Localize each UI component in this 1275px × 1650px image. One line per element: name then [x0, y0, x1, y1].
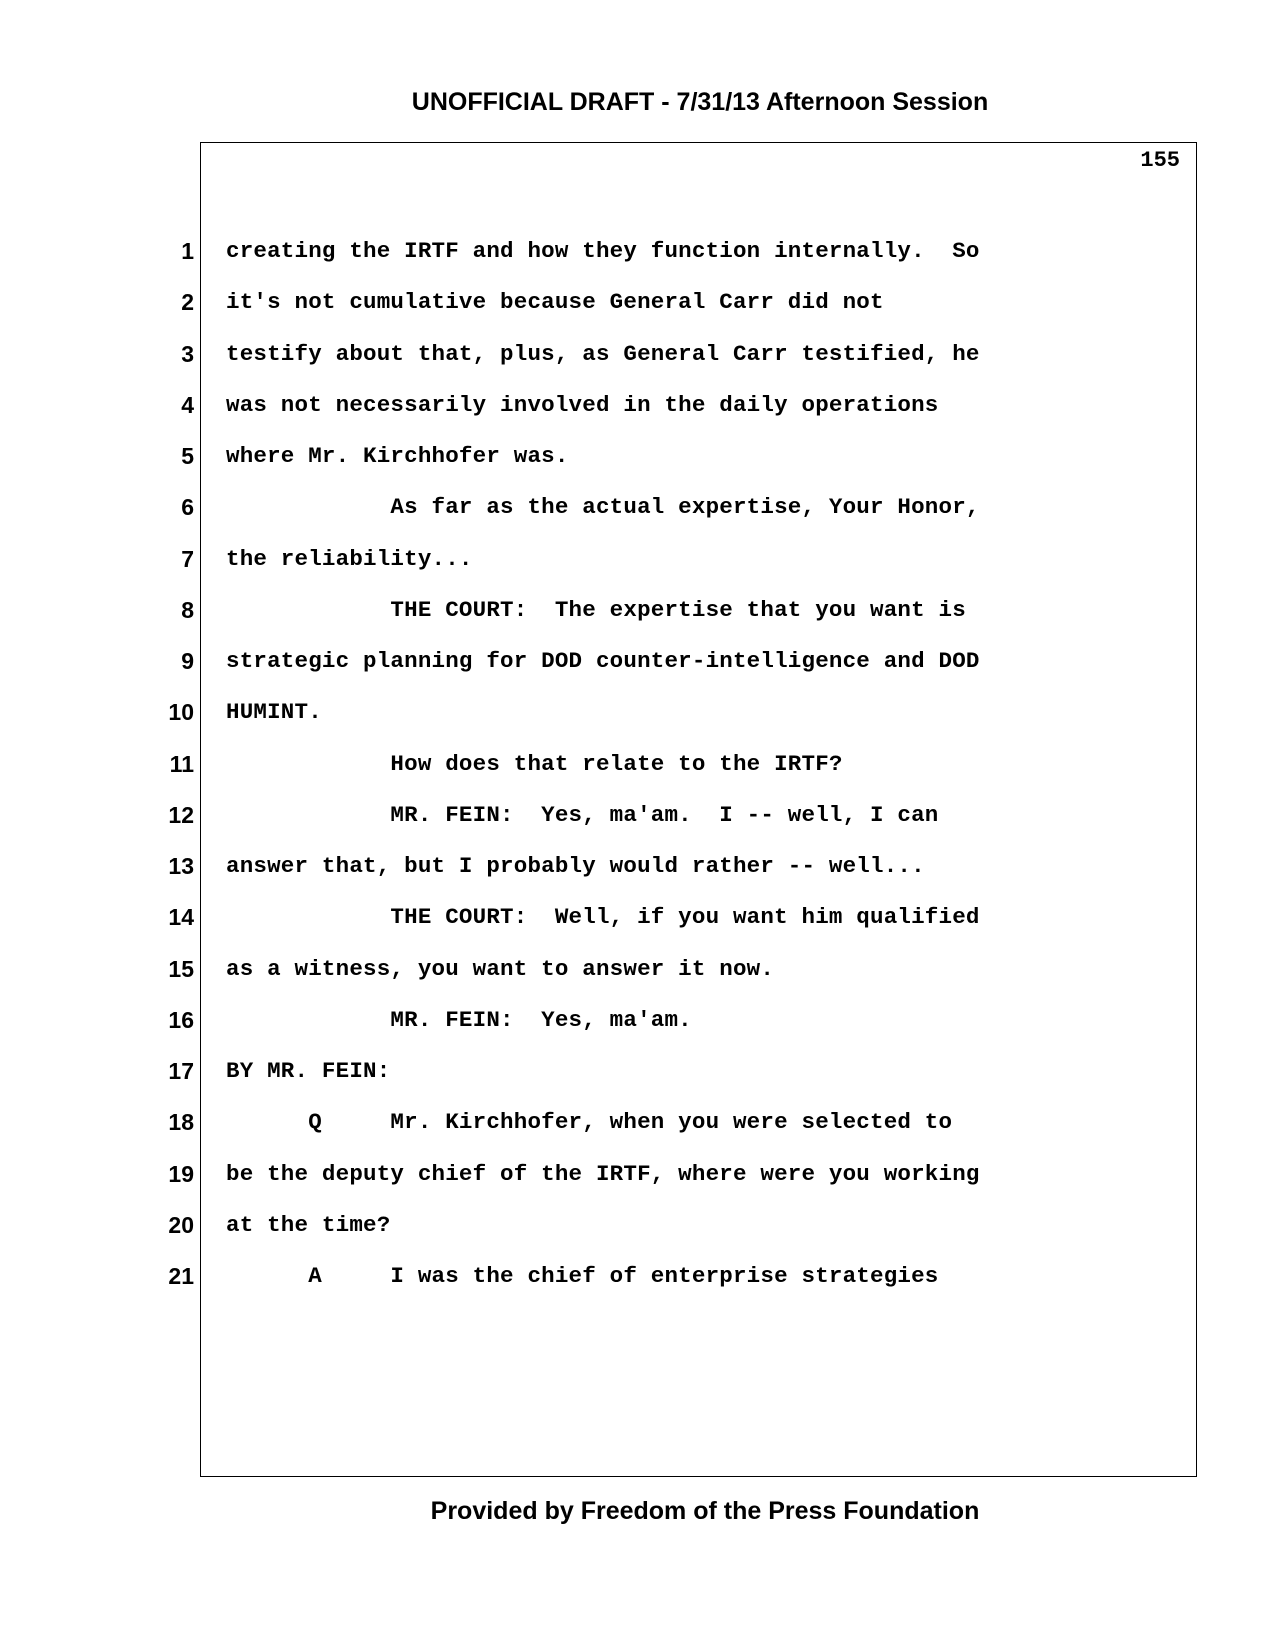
line-text: BY MR. FEIN: [226, 1058, 391, 1084]
line-text: As far as the actual expertise, Your Honor, [226, 494, 980, 521]
line-text: THE COURT: The expertise that you want is [226, 596, 966, 623]
line-text: answer that, but I probably would rather -- well... [226, 853, 925, 879]
document-header: UNOFFICIAL DRAFT - 7/31/13 Afternoon Session [411, 88, 989, 116]
transcript-line [0, 236, 1275, 266]
transcript-line [0, 800, 1275, 830]
line-text: MR. FEIN: Yes, ma'am. I -- well, I can [226, 801, 939, 828]
line-number: 8 [181, 596, 194, 623]
line-number: 9 [181, 648, 194, 674]
line-number: 19 [168, 1160, 194, 1187]
transcript-line [0, 287, 1275, 317]
line-text: How does that relate to the IRTF? [226, 750, 843, 777]
line-text: where Mr. Kirchhofer was. [226, 443, 569, 469]
transcript-line [0, 339, 1275, 369]
transcript-line [0, 646, 1275, 676]
line-number: 17 [168, 1058, 194, 1084]
transcript-line [0, 1005, 1275, 1035]
line-number: 7 [181, 545, 194, 572]
line-number: 2 [181, 289, 194, 316]
page-number: 155 [1140, 148, 1180, 173]
line-text: testify about that, plus, as General Carr testified, he [226, 340, 980, 367]
line-number: 14 [168, 904, 194, 931]
line-number: 4 [181, 391, 194, 418]
line-text: strategic planning for DOD counter-intelligence and DOD [226, 648, 980, 674]
transcript-line [0, 492, 1275, 522]
line-number: 21 [168, 1263, 194, 1289]
line-text: was not necessarily involved in the daily operations [226, 391, 939, 418]
line-number: 6 [181, 494, 194, 521]
transcript-line [0, 1210, 1275, 1240]
line-text: creating the IRTF and how they function internally. So [226, 238, 980, 264]
line-number: 3 [181, 340, 194, 367]
transcript-line [0, 749, 1275, 779]
transcript-line [0, 595, 1275, 625]
transcript-line [0, 390, 1275, 420]
line-text: be the deputy chief of the IRTF, where were you working [226, 1160, 980, 1187]
line-text: MR. FEIN: Yes, ma'am. [226, 1006, 692, 1033]
line-number: 11 [169, 750, 194, 777]
line-number: 1 [181, 238, 194, 264]
line-number: 12 [168, 801, 194, 828]
line-number: 5 [181, 443, 194, 469]
transcript-line [0, 1261, 1275, 1291]
line-text: as a witness, you want to answer it now. [226, 955, 775, 982]
line-text: HUMINT. [226, 699, 322, 726]
line-text: at the time? [226, 1211, 391, 1238]
transcript-line [0, 441, 1275, 471]
transcript-line [0, 544, 1275, 574]
transcript-line [0, 1159, 1275, 1189]
line-number: 18 [168, 1109, 194, 1136]
document-footer: Provided by Freedom of the Press Foundation [430, 1497, 980, 1525]
line-number: 10 [168, 699, 194, 726]
line-text: the reliability... [226, 545, 473, 572]
line-text: A I was the chief of enterprise strategies [226, 1263, 939, 1289]
line-text: THE COURT: Well, if you want him qualified [226, 904, 980, 931]
transcript-line [0, 697, 1275, 727]
line-text: it's not cumulative because General Carr did not [226, 289, 884, 316]
line-text: Q Mr. Kirchhofer, when you were selected to [226, 1109, 953, 1136]
line-number: 13 [168, 853, 194, 879]
line-number: 20 [168, 1211, 194, 1238]
transcript-line [0, 1056, 1275, 1086]
transcript-line [0, 851, 1275, 881]
transcript-line [0, 1107, 1275, 1137]
line-number: 16 [168, 1006, 194, 1033]
transcript-line [0, 902, 1275, 932]
transcript-line [0, 954, 1275, 984]
line-number: 15 [168, 955, 194, 982]
